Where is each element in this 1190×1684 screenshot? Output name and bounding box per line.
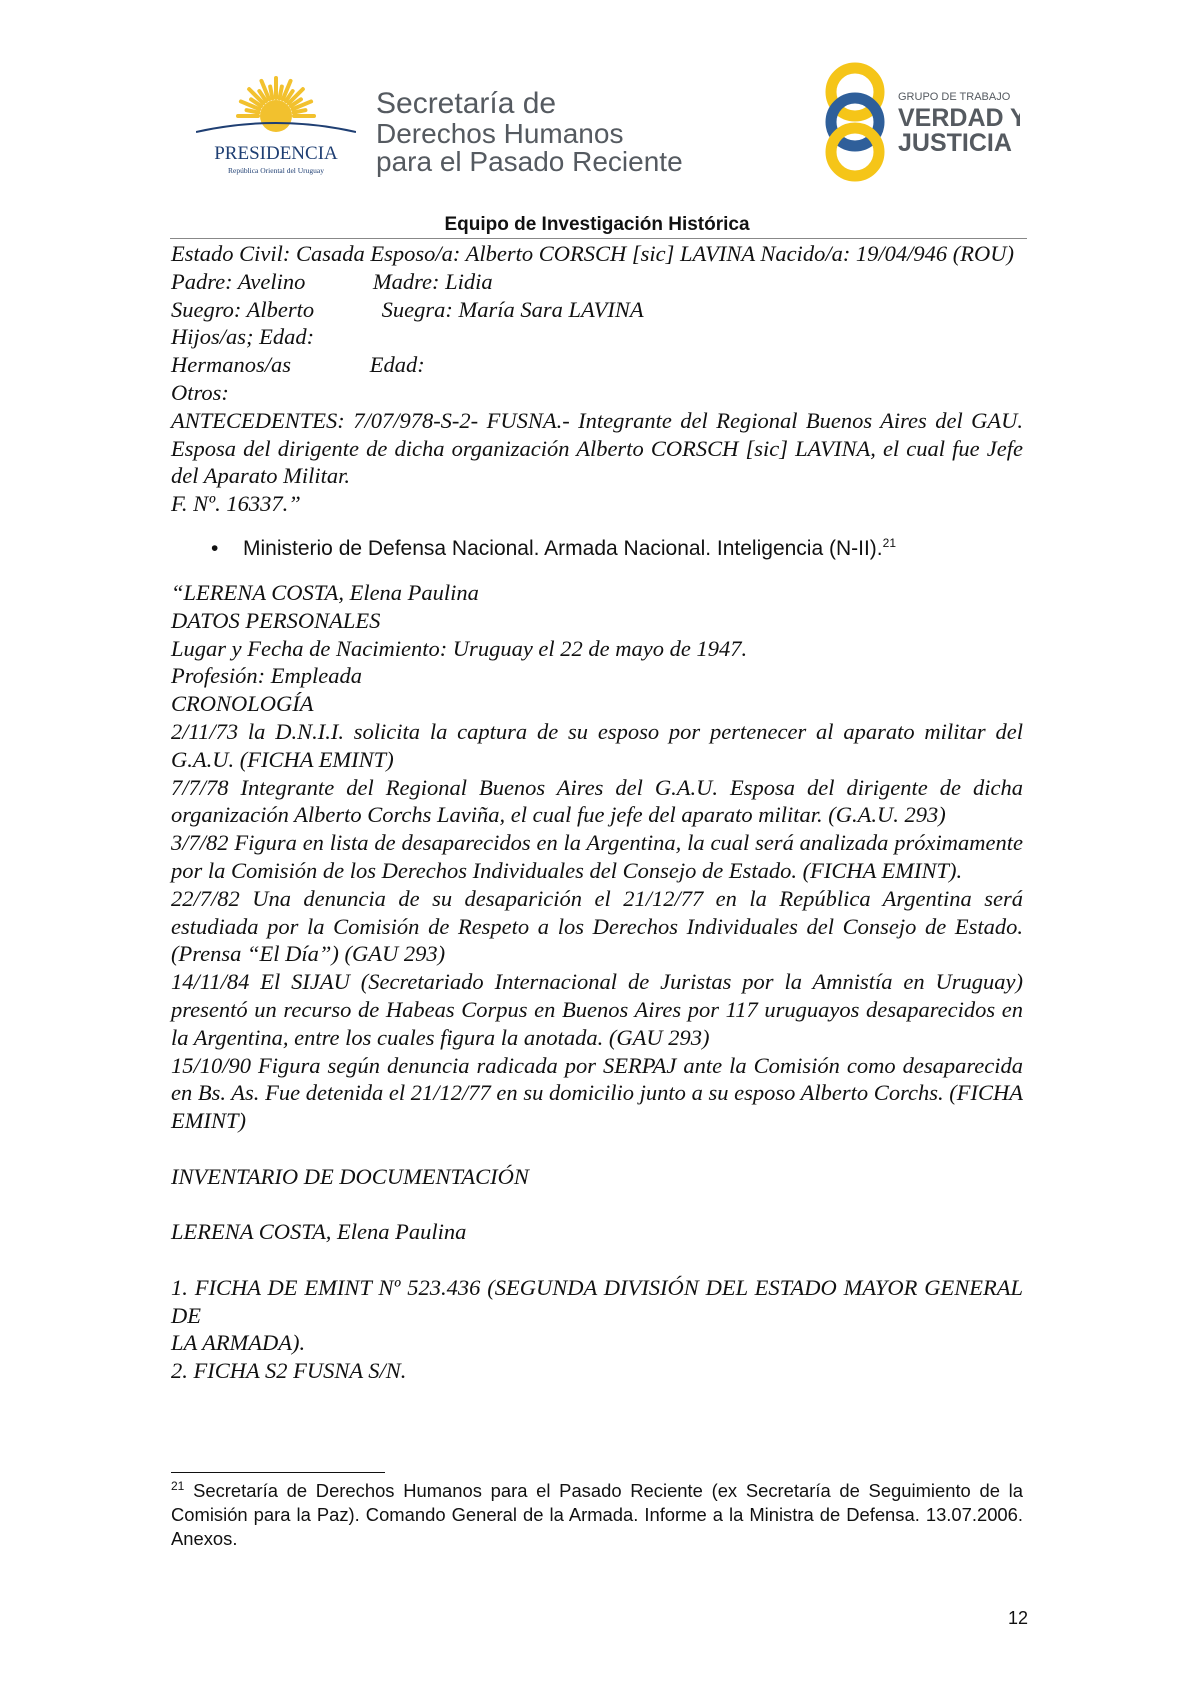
spacer xyxy=(171,1191,1023,1219)
presidencia-logo xyxy=(196,76,356,181)
presidencia-logo-subtext: República Oriental del Uruguay xyxy=(227,166,325,175)
secretaria-line-3: para el Pasado Reciente xyxy=(376,146,683,177)
inventory-title: INVENTARIO DE DOCUMENTACIÓN xyxy=(171,1163,529,1189)
body-line: 15/10/90 Figura según denuncia radicada por SERPAJ ante la Comisión como desaparecida en Bs. As. Fue detenida el 21/12/77 en su domicilio junto a su esposo Alberto Corchs. (FICHA EMINT) xyxy=(171,1052,1023,1134)
spacer xyxy=(171,1135,1023,1163)
secretaria-logo xyxy=(376,88,683,176)
body-line: 14/11/84 El SIJAU (Secretariado Internacional de Juristas por la Amnistía en Uruguay) presentó un recurso de Habeas Corpus en Buenos Aires por 117 uruguayos desaparecidos en la Argentina, entre los cuales figura la anotada. (GAU 293) xyxy=(171,969,1023,1050)
body-line: 22/7/82 Una denuncia de su desaparición el 21/12/77 en la República Argentina será estudiada por la Comisión de Respeto a los Derechos Individuales del Consejo de Estado. (Prensa “El Día”) (GAU 293) xyxy=(171,885,1023,967)
bullet-text: Ministerio de Defensa Nacional. Armada Nacional. Inteligencia (N-II). xyxy=(243,536,883,560)
sun-ray xyxy=(270,87,272,99)
body-line: Profesión: Empleada xyxy=(171,663,363,689)
inventory-name: LERENA COSTA, Elena Paulina xyxy=(171,1219,467,1245)
rings-icon xyxy=(820,58,1020,183)
body-line: 7/7/78 Integrante del Regional Buenos Aires del G.A.U. Esposa del dirigente de dicha organización Alberto Corchs Laviña, el cual fue jefe del aparato militar. (G.A.U. 293) xyxy=(171,774,1023,828)
body-line: 2/11/73 la D.N.I.I. solicita la captura de su esposo por pertenecer al aparato militar del G.A.U. (FICHA EMINT) xyxy=(171,718,1023,772)
presidencia-logo-text: PRESIDENCIA xyxy=(214,143,338,164)
secretaria-line-1: Secretaría de xyxy=(376,87,557,120)
footnote-text: Secretaría de Derechos Humanos para el Pasado Reciente (ex Secretaría de Seguimiento de la Comisión para la Paz). Comando General de la Armada. Informe a la Ministra de Defensa. 13.07.2006. Anexos. xyxy=(171,1480,1023,1549)
body-line: 3/7/82 Figura en lista de desaparecidos en la Argentina, la cual será analizada próximamente por la Comisión de los Derechos Individuales del Consejo de Estado. (FICHA EMINT). xyxy=(171,830,1023,883)
footnote-number: 21 xyxy=(171,1478,185,1493)
spacer xyxy=(171,1246,1023,1274)
vj-logo-line-1: GRUPO DE TRABAJO xyxy=(898,91,1011,103)
secretaria-line-2: Derechos Humanos xyxy=(376,118,624,149)
footnote xyxy=(171,1479,1023,1551)
body-line: DATOS PERSONALES xyxy=(171,607,381,633)
body-line: Suegro: Alberto Suegra: María Sara LAVINA xyxy=(171,296,644,322)
inventory-item: 1. FICHA DE EMINT Nº 523.436 (SEGUNDA DIVISIÓN DEL ESTADO MAYOR GENERAL DE xyxy=(171,1274,1023,1328)
page-number: 12 xyxy=(1007,1608,1028,1628)
header-divider xyxy=(170,238,1027,239)
body-line: Hijos/as; Edad: xyxy=(171,324,315,350)
body-line: Estado Civil: Casada Esposo/a: Alberto CORSCH [sic] LAVINA Nacido/a: 19/04/946 (ROU) xyxy=(171,241,1015,266)
sun-ray xyxy=(294,110,306,112)
body-line: Padre: Avelino Madre: Lidia xyxy=(171,268,493,294)
sun-icon xyxy=(196,76,356,181)
body-line: Otros: xyxy=(171,379,229,405)
verdad-justicia-logo xyxy=(820,58,1020,183)
bullet-item xyxy=(171,535,1023,562)
inventory-item: 2. FICHA S2 FUSNA S/N. xyxy=(171,1358,407,1384)
body-line: CRONOLOGÍA xyxy=(171,691,314,717)
document-body xyxy=(171,240,1023,1385)
sun-ray xyxy=(247,110,259,112)
vj-logo-line-3: JUSTICIA xyxy=(898,129,1012,157)
body-line: Hermanos/as Edad: xyxy=(171,352,425,378)
footnote-divider xyxy=(171,1472,385,1473)
sun-ray xyxy=(280,87,282,99)
header-title: Equipo de Investigación Histórica xyxy=(444,214,750,235)
vj-logo-line-2: VERDAD Y xyxy=(898,104,1020,132)
bullet-icon: • xyxy=(211,536,219,560)
body-line: Lugar y Fecha de Nacimiento: Uruguay el 22 de mayo de 1947. xyxy=(171,635,748,661)
body-line: ANTECEDENTES: 7/07/978-S-2- FUSNA.- Integrante del Regional Buenos Aires del GAU. Esposa del dirigente de dicha organización Alberto CORSCH [sic] LAVINA, el cual fue Jefe del Aparato Militar. xyxy=(171,407,1023,489)
inventory-item: LA ARMADA). xyxy=(171,1330,306,1356)
body-line: F. Nº. 16337.” xyxy=(171,491,301,517)
footnote-reference[interactable]: 21 xyxy=(882,535,896,550)
body-line: “LERENA COSTA, Elena Paulina xyxy=(171,579,479,605)
